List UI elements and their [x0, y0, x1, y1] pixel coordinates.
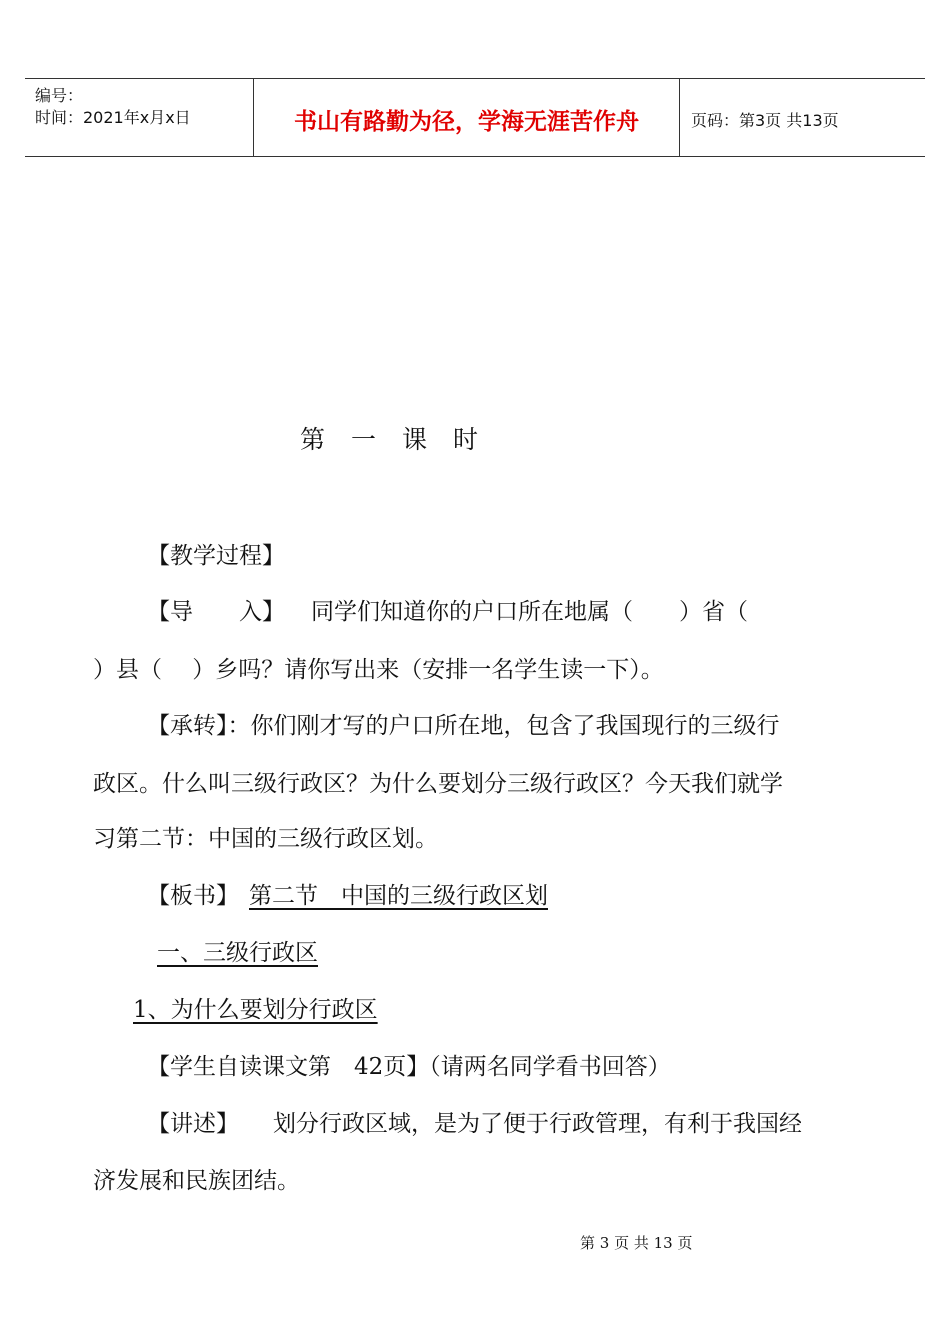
section-heading-1: 一、三级行政区	[157, 940, 318, 966]
board-label: 【板书】	[147, 883, 239, 909]
header-motto-cell	[254, 79, 680, 156]
board-text: 第二节 中国的三级行政区划	[249, 883, 548, 909]
transition-label: 【承转】	[147, 713, 228, 739]
lesson-title: 第一课时	[300, 425, 505, 454]
intro-line-1	[147, 593, 748, 626]
intro-text-2: ）县（ ）乡吗？请你写出来（安排一名学生读一下）。	[93, 657, 664, 683]
transition-line-1	[147, 707, 780, 740]
intro-label: 【导 入】	[147, 599, 285, 625]
explain-text-2: 济发展和民族团结。	[93, 1168, 300, 1194]
motto-text: 书山有路勤为径，学海无涯苦作舟	[294, 109, 639, 135]
transition-text-3: 习第二节：中国的三级行政区划。	[93, 826, 438, 852]
board-line	[147, 877, 548, 910]
explain-label: 【讲述】	[147, 1111, 239, 1137]
explain-line-1	[147, 1105, 802, 1138]
document-time-label: 时间：2021年x月x日	[35, 108, 191, 127]
header-table	[25, 78, 925, 157]
header-info-cell	[25, 79, 254, 156]
intro-text-1: 同学们知道你的户口所在地属（ ）省（	[311, 599, 748, 625]
transition-text-2: 政区。什么叫三级行政区？为什么要划分三级行政区？今天我们就学	[93, 771, 783, 797]
self-read-line: 【学生自读课文第 42页】（请两名同学看书回答）	[147, 1054, 671, 1080]
footer-page-number: 第 3 页 共 13 页	[580, 1234, 693, 1252]
document-number-label: 编号：	[35, 86, 84, 105]
header-page-cell	[680, 79, 925, 156]
header-page-label: 页码：第3页 共13页	[691, 111, 839, 130]
subsection-heading-1: 1、为什么要划分行政区	[133, 997, 378, 1023]
explain-text-1: 划分行政区域，是为了便于行政管理，有利于我国经	[273, 1111, 802, 1137]
transition-text-1: ：你们刚才写的户口所在地，包含了我国现行的三级行	[227, 713, 780, 739]
teaching-process-heading: 【教学过程】	[147, 543, 285, 569]
